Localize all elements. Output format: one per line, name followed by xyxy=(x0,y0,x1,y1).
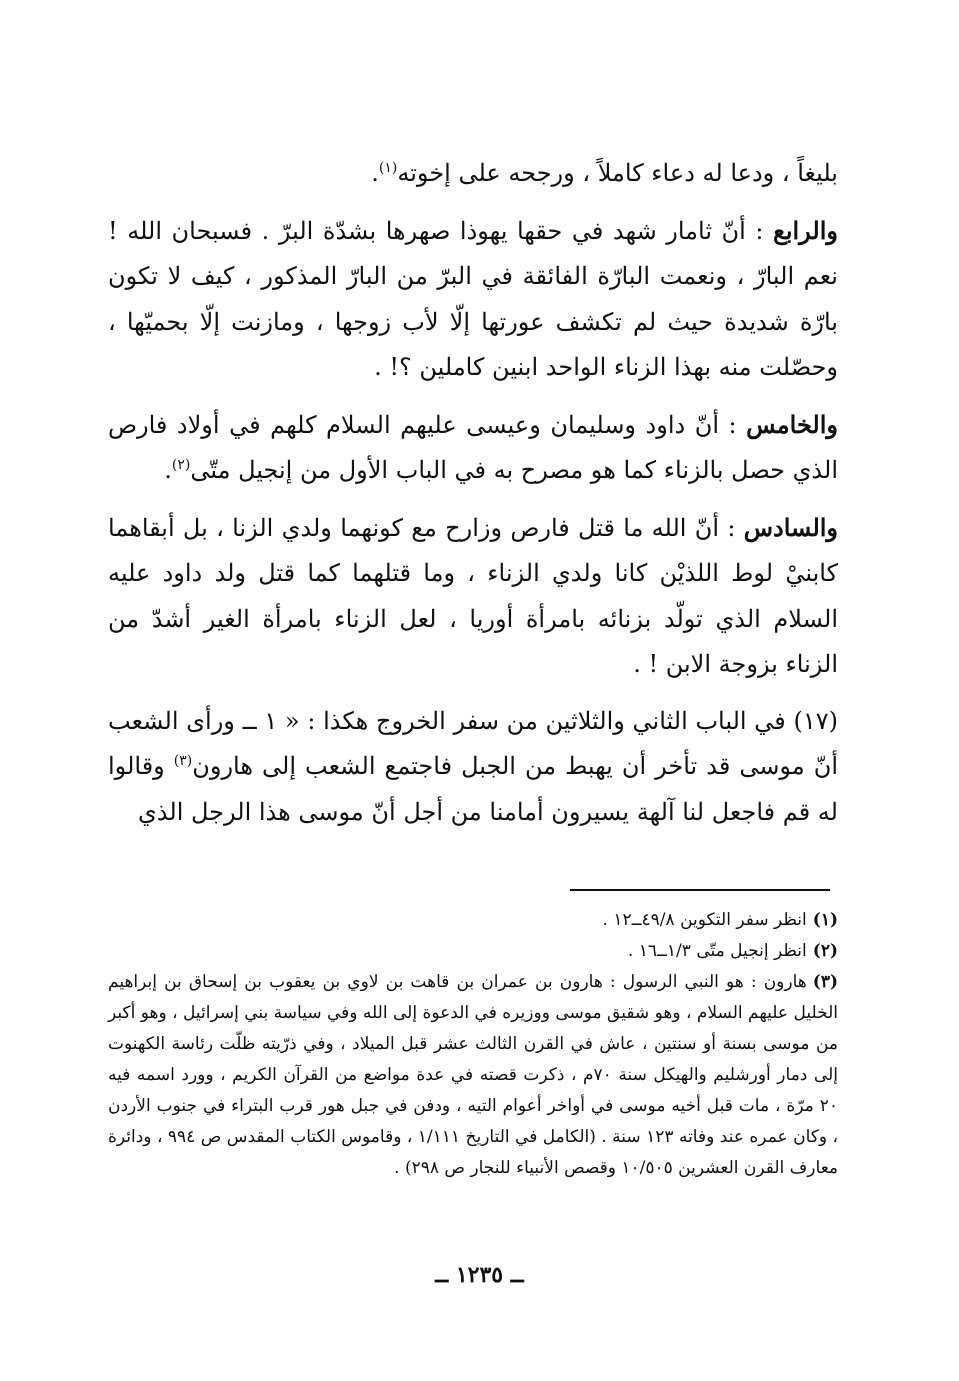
paragraph-lead: والرابع xyxy=(773,215,838,245)
footnote-number: (٢) xyxy=(812,941,838,961)
paragraph-text: : أنّ ثامار شهد في حقها يهوذا صهرها بشدّة البرّ . فسبحان الله ! نعم البارّ ، ونعمت البارّة الفائقة في البرّ من البارّ المذكور ، كيف لا تكون بارّة شديدة حيث لم تكشف عورتها إلّا لأب زوجها ، ومازنت إلّا بحميّها ، وحصّلت منه بهذا الزناء الواحد ابنين كاملين ؟! . xyxy=(108,216,838,381)
footnote-text: هارون : هو النبي الرسول : هارون بن عمران بن قاهت بن لاوي بن يعقوب بن إسحاق بن إبراهيم الخليل عليهم السلام ، وهو شقيق موسى ووزيره في الدعوة إلى الله وفي سياسة بني إسرائيل ، وهو أكبر من موسى بسنة أو سنتين ، عاش في القرن الثالث عشر قبل الميلاد ، وفي ذرّيته ظلّت رئاسة الكهنوت إلى دمار أورشليم والهيكل سنة ٧٠م ، ذكرت قصته في عدة مواضع من القرآن الكريم ، وورد اسمه فيه ٢٠ مرّة ، مات قبل أخيه موسى في أواخر أعوام التيه ، ودفن في جبل هور قرب البتراء في جنوب الأردن ، وكان عمره عند وفاته ١٢٣ سنة . (الكامل في التاريخ ١/١١١ ، وقاموس الكتاب المقدس ص ٩٩٤ ، ودائرة معارف القرن العشرين ١٠/٥٠٥ وقصص الأنبياء للنجار ص ٢٩٨) . xyxy=(108,972,838,1178)
paragraph-tail: . xyxy=(164,456,172,484)
footnotes xyxy=(108,905,838,1184)
paragraph-5 xyxy=(108,699,838,836)
footnote-ref-2[interactable]: (٢) xyxy=(171,457,191,473)
paragraph-text: (١٧) في الباب الثاني والثلاثين من سفر الخروج هكذا : « ١ ــ ورأى الشعب أنّ موسى قد تأخر أن يهبط من الجبل فاجتمع الشعب إلى هارون xyxy=(108,706,838,780)
footnote-ref-1[interactable]: (١) xyxy=(378,160,398,176)
paragraph-tail: . xyxy=(371,159,379,187)
footnote-divider xyxy=(570,889,830,891)
main-text xyxy=(108,150,838,846)
paragraph-lead: والسادس xyxy=(743,512,839,542)
paragraph-text: : أنّ داود وسليمان وعيسى عليهم السلام كلهم في أولاد فارص الذي حصل بالزناء كما هو مصرح به في الباب الأول من إنجيل متّى xyxy=(108,410,838,484)
paragraph-text: : أنّ الله ما قتل فارص وزارح مع كونهما ولدي الزنا ، بل أبقاهما كابنيْ لوط اللذيْن كانا ولدي الزناء ، وما قتلهما كما قتل ولد داود عليه السلام الذي تولّد بزنائه بامرأة أوريا ، لعل الزناء بامرأة الغير أشدّ من الزناء بزوجة الابن ! . xyxy=(108,513,838,678)
footnote-text: انظر سفر التكوين ٤٩/٨ــ١٢ . xyxy=(602,910,807,930)
footnote-text: انظر إنجيل متّى ١/٣ــ١٦ . xyxy=(627,941,807,961)
footnote-number: (١) xyxy=(812,910,838,930)
paragraph-text: بليغاً ، ودعا له دعاء كاملاً ، ورجحه على إخوته xyxy=(397,159,838,187)
footnote-3 xyxy=(108,967,838,1184)
footnote-number: (٣) xyxy=(812,972,838,992)
paragraph-1 xyxy=(108,150,838,197)
paragraph-lead: والخامس xyxy=(746,409,838,439)
footnote-ref-3[interactable]: (٣) xyxy=(173,753,193,769)
paragraph-tail: وقالوا له قم فاجعل لنا آلهة يسيرون أمامنا من أجل أنّ موسى هذا الرجل الذي xyxy=(108,752,838,826)
page-number: ــ ١٢٣٥ ــ xyxy=(435,1262,524,1288)
paragraph-4 xyxy=(108,505,838,688)
paragraph-3 xyxy=(108,402,838,494)
footnote-1 xyxy=(108,905,838,936)
footnote-2 xyxy=(108,936,838,967)
paragraph-2 xyxy=(108,208,838,391)
